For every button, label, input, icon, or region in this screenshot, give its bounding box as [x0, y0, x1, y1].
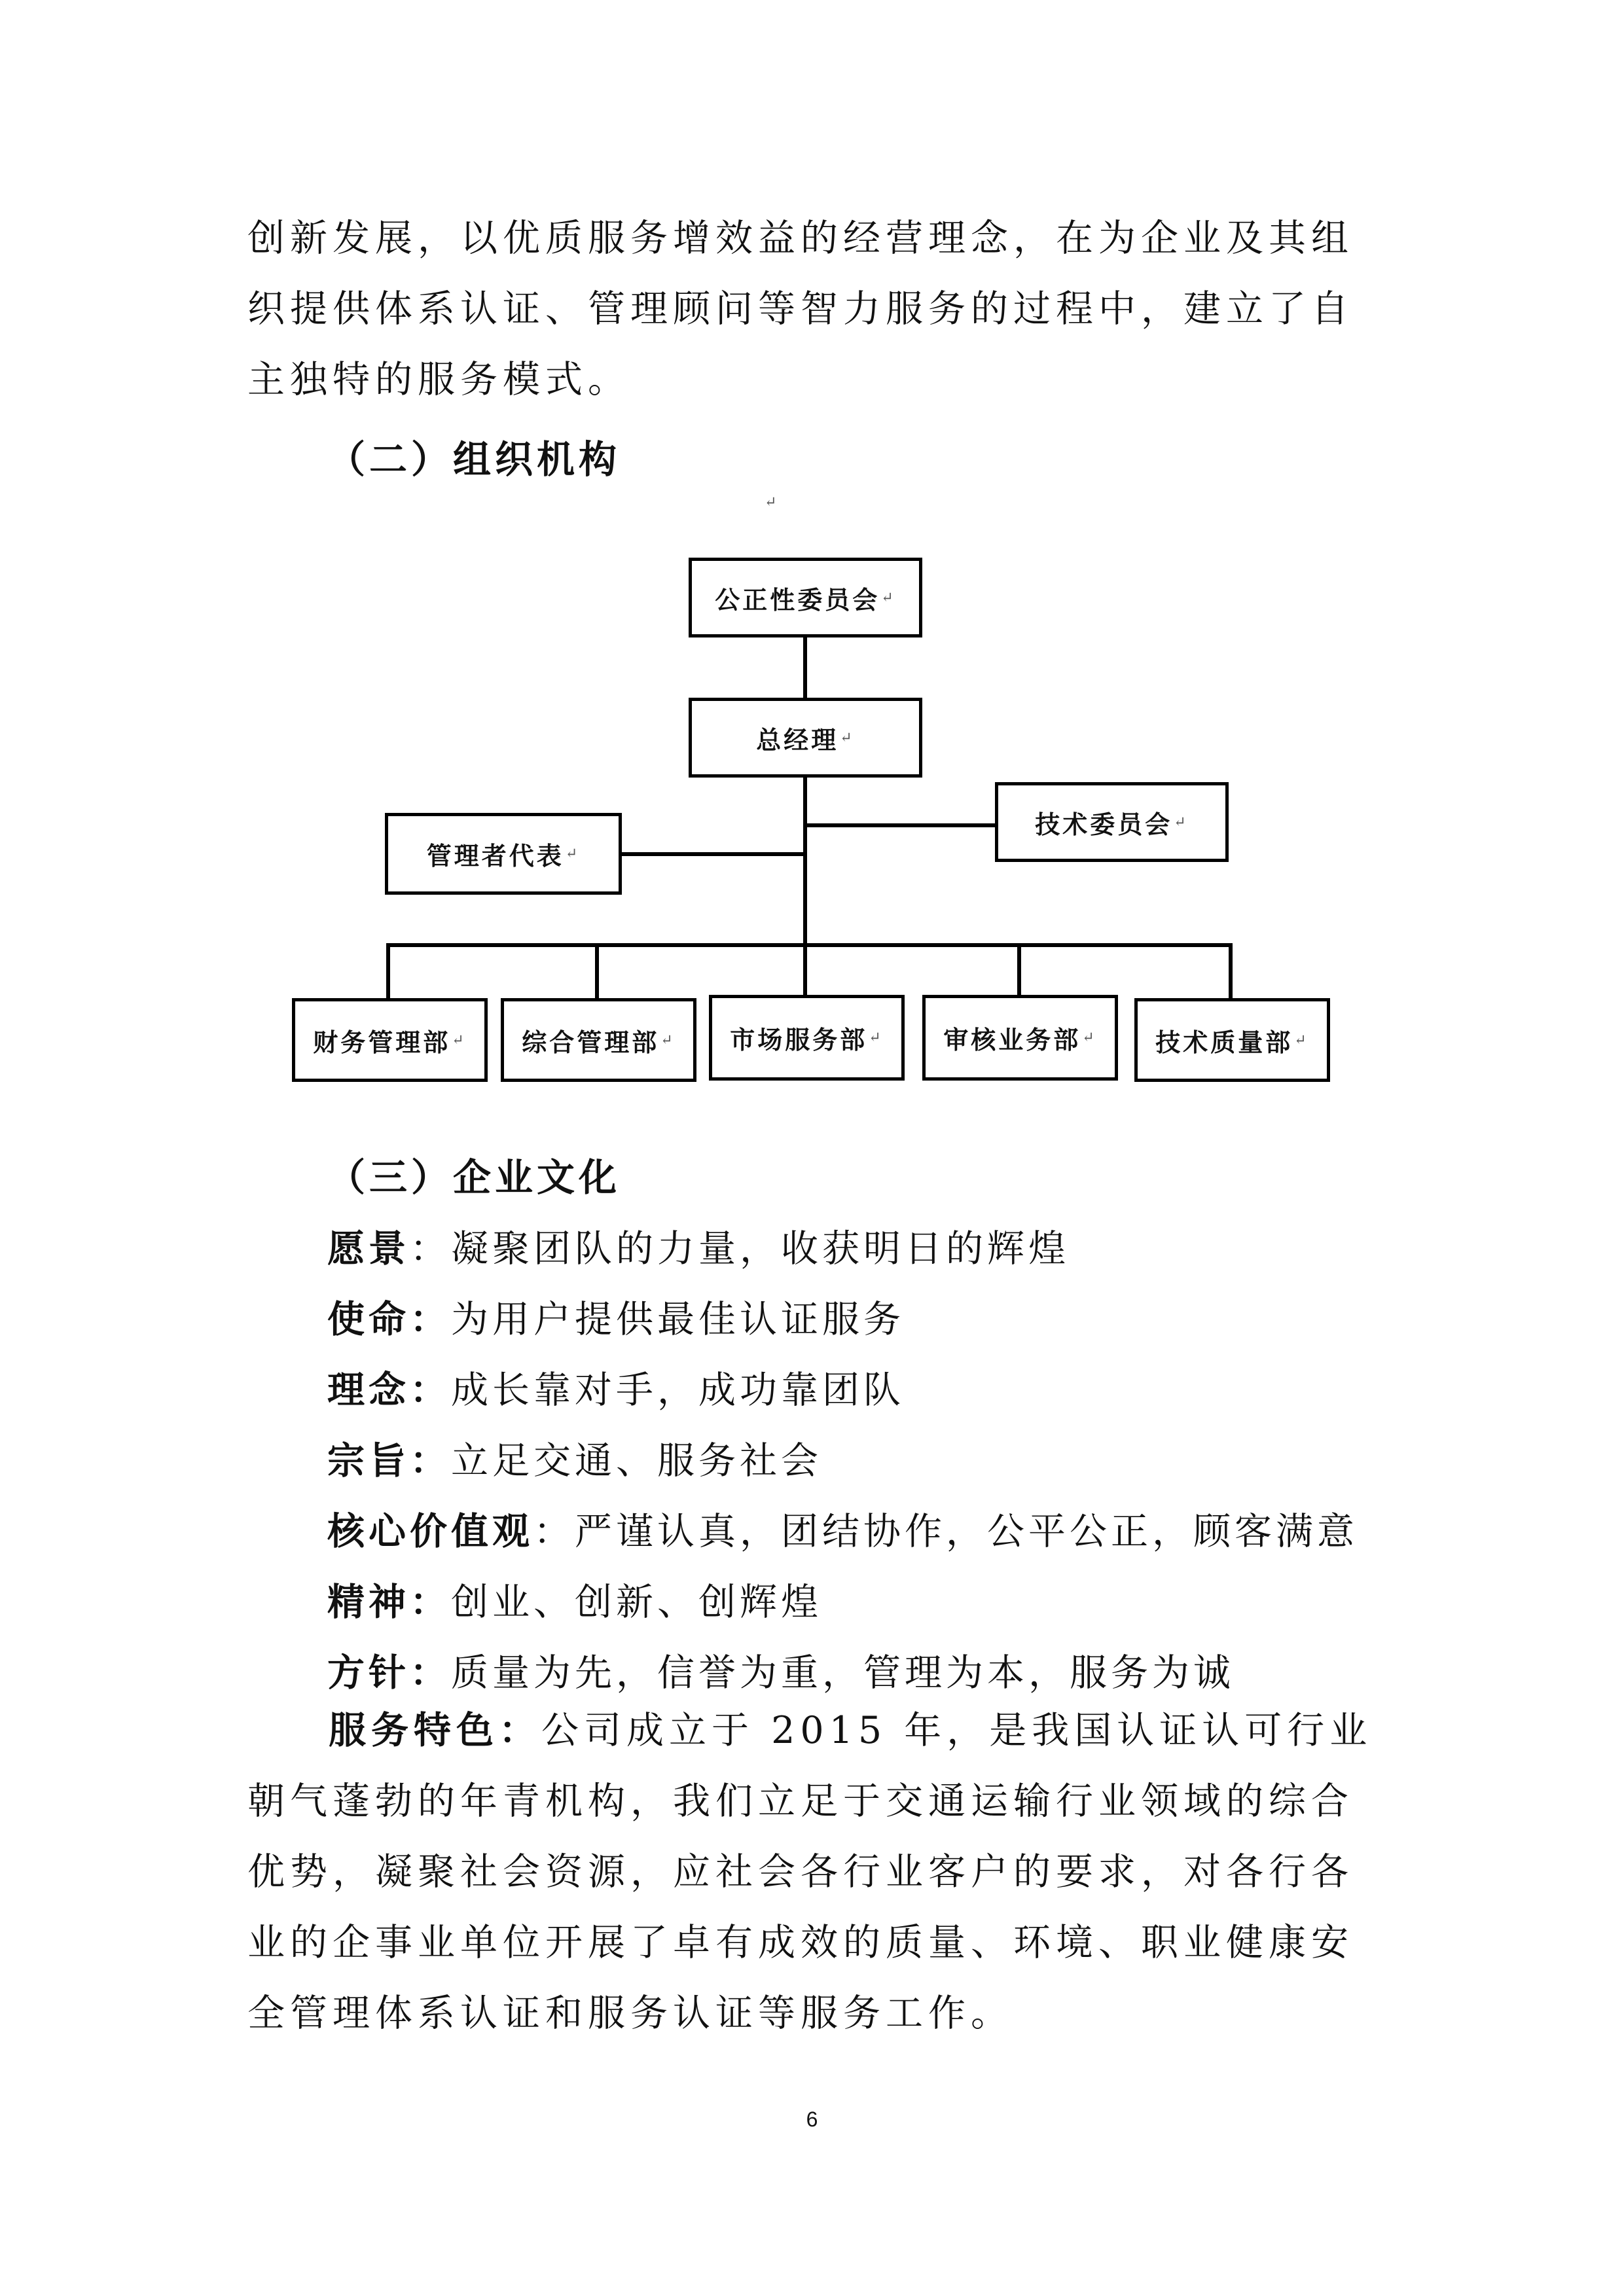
- return-mark: ↵: [1294, 1031, 1309, 1049]
- org-box-label: 综合管理部: [522, 1027, 660, 1057]
- page-number: 6: [806, 2108, 818, 2131]
- return-mark: ↵: [1174, 814, 1189, 831]
- org-box-label: 管理者代表: [426, 841, 564, 870]
- culture-label: 核心价值观: [327, 1510, 533, 1553]
- connector-line: [805, 823, 996, 827]
- connector-line: [803, 943, 807, 997]
- org-box-technical-quality-dept: [1134, 998, 1330, 1082]
- return-mark: ↵: [1082, 1030, 1097, 1046]
- culture-item-philosophy: [327, 1360, 905, 1414]
- org-box-finance-dept: [292, 998, 488, 1082]
- culture-item-purpose: [327, 1431, 822, 1484]
- connector-line: [386, 943, 390, 1000]
- connector-line: [386, 943, 1233, 947]
- culture-text: 质量为先，信誉为重，管理为本，服务为诚: [451, 1651, 1235, 1695]
- org-box-label: 技术质量部: [1155, 1027, 1293, 1057]
- org-box-general-manager: [689, 698, 922, 778]
- culture-text: 为用户提供最佳认证服务: [451, 1298, 905, 1341]
- org-box-label: 公正性委员会: [715, 584, 880, 615]
- connector-line: [1017, 943, 1021, 997]
- culture-separator: ：: [410, 1227, 451, 1270]
- culture-text: 创业、创新、创辉煌: [451, 1581, 822, 1624]
- culture-text: 成长靠对手，成功靠团队: [451, 1369, 905, 1412]
- culture-text: 凝聚团队的力量，收获明日的辉煌: [451, 1227, 1070, 1270]
- return-mark: ↵: [881, 589, 896, 606]
- org-box-management-representative: [385, 813, 622, 895]
- return-mark: ↵: [765, 494, 777, 511]
- culture-label: 精神：: [327, 1581, 451, 1624]
- org-box-label: 审核业务部: [943, 1025, 1081, 1054]
- culture-label: 使命：: [327, 1298, 451, 1341]
- connector-line: [621, 852, 807, 856]
- return-mark: ↵: [452, 1031, 467, 1049]
- culture-separator: ：: [533, 1510, 575, 1553]
- culture-item-mission: [327, 1289, 905, 1343]
- org-box-technical-committee: [995, 782, 1229, 862]
- culture-label: 愿景: [327, 1227, 410, 1270]
- org-box-label: 总经理: [756, 725, 839, 755]
- return-mark: ↵: [565, 846, 581, 862]
- return-mark: ↵: [660, 1031, 676, 1049]
- section-heading-org: （二）组织机构: [327, 437, 621, 482]
- connector-line: [803, 776, 807, 947]
- culture-label: 宗旨：: [327, 1439, 451, 1482]
- culture-text: 立足交通、服务社会: [451, 1439, 822, 1482]
- connector-line: [595, 943, 599, 1000]
- culture-label: 理念：: [327, 1369, 451, 1412]
- section-heading-culture: （三）企业文化: [327, 1155, 621, 1200]
- culture-item-core-values: [327, 1501, 1358, 1555]
- org-box-impartiality-committee: [689, 558, 922, 637]
- intro-paragraph: 创新发展，以优质服务增效益的经营理念，在为企业及其组织提供体系认证、管理顾问等智力服务的过程中，建立了自主独特的服务模式。: [247, 217, 1354, 401]
- service-features-paragraph: [247, 1695, 1386, 2049]
- culture-text: 严谨认真，团结协作，公平公正，顾客满意: [575, 1510, 1358, 1553]
- connector-line: [1229, 943, 1233, 1000]
- org-box-market-service-dept: [709, 995, 905, 1081]
- org-box-label: 市场服务部: [730, 1025, 868, 1054]
- org-box-label: 财务管理部: [313, 1027, 451, 1057]
- service-features-label: 服务特色：: [329, 1709, 541, 1752]
- culture-item-spirit: [327, 1572, 822, 1626]
- culture-item-vision: [327, 1219, 1070, 1272]
- culture-label: 方针：: [327, 1651, 451, 1695]
- return-mark: ↵: [840, 729, 855, 746]
- org-box-label: 技术委员会: [1035, 809, 1173, 839]
- culture-item-policy: [327, 1643, 1235, 1696]
- return-mark: ↵: [869, 1030, 884, 1046]
- connector-line: [803, 636, 807, 702]
- org-box-general-admin-dept: [501, 998, 696, 1082]
- service-features-text: 公司成立于 2015 年，是我国认证认可行业朝气蓬勃的年青机构，我们立足于交通运输行业领域的综合优势，凝聚社会资源，应社会各行业客户的要求，对各行各业的企事业单位开展了卓有成效的质量、环境、职业健康安全管理体系认证和服务认证等服务工作。: [247, 1709, 1373, 2035]
- org-box-audit-dept: [922, 995, 1118, 1081]
